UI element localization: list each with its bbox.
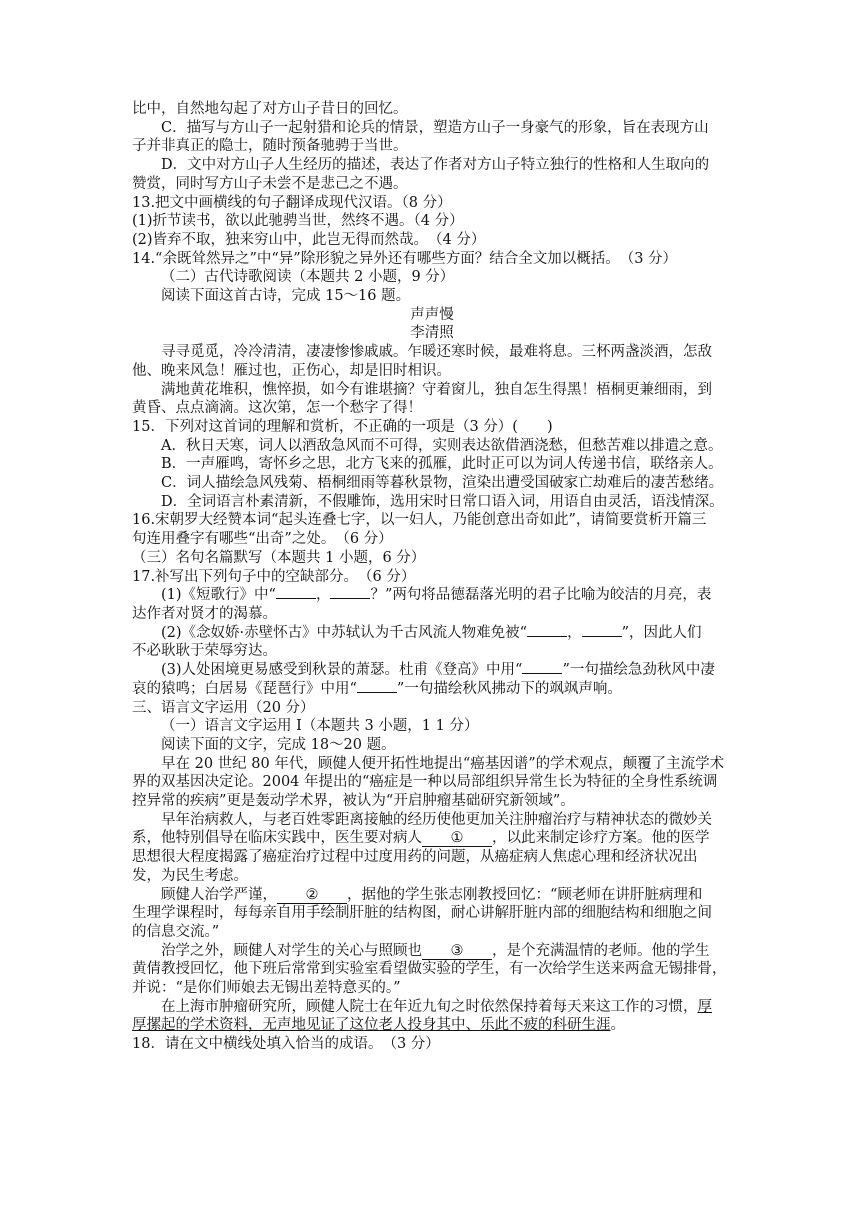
passage-line: 界的双基因决定论。2004 年提出的“癌症是一种以局部组织异常生长为特征的全身性系统调 — [132, 774, 718, 791]
poem-line: 他、晚来风急！雁过也，正伤心，却是旧时相识。 — [132, 362, 451, 379]
passage-line: 早年治病救人，与老百姓零距离接触的经历使他更加关注肿瘤治疗与精神状态的微妙关 — [161, 811, 712, 828]
blank-2[interactable]: ② — [277, 887, 347, 904]
text-line: 达作者对贤才的渴慕。 — [132, 605, 277, 622]
blank-3[interactable]: ③ — [422, 943, 492, 960]
part-heading: 三、语言文字运用（20 分） — [132, 699, 315, 716]
passage-line: 黄倩教授回忆，他下班后常常到实验室看望做实验的学生，有一次给学生送来两盒无锡排骨， — [132, 961, 727, 978]
blank-1[interactable]: ① — [422, 830, 492, 847]
passage-line: 生理学课程时，每每亲自用手绘制肝脏的结构图，耐心讲解肝脏内部的细胞结构和细胞之间 — [132, 905, 712, 922]
question-18: 18．请在文中横线处填入恰当的成语。 （3 分） — [132, 1036, 440, 1053]
passage-line: 控异常的疾病”更是轰动学术界，被认为“开启肿瘤基础研究新领域”。 — [132, 793, 575, 810]
question-17-2: (2)《念奴娇·赤壁怀古》中苏轼认为千古风流人物难免被“ ， ”，因此人们 — [161, 624, 702, 641]
passage-line: 并说：“是你们师娘去无锡出差特意买的。” — [132, 980, 401, 997]
section-heading: （一）语言文字运用 I（本题共 3 小题，1 1 分） — [161, 718, 479, 735]
answer-blank[interactable] — [582, 636, 622, 637]
passage-line: 治学之外，顾健人对学生的关心与照顾也 ③ ，是个充满温情的老师。他的学生 — [161, 942, 710, 959]
option-c: C．词人描绘急风残菊、梧桐细雨等暮秋景物，渲染出遭受国破家亡劫难后的凄苦愁绪。 — [161, 475, 724, 492]
text-line: 比中，自然地勾起了对方山子昔日的回忆。 — [132, 101, 408, 117]
option-c: C．描写与方山子一起射猎和论兵的情景，塑造方山子一身豪气的形象，旨在表现方山 — [161, 119, 709, 136]
text-line: 赞赏，同时写方山子未尝不是悲己之不遇。 — [132, 175, 408, 192]
passage-line: 在上海市肿瘤研究所，顾健人院士在年近九旬之时依然保持着每天来这工作的习惯，厚 — [161, 998, 712, 1015]
answer-blank[interactable] — [527, 636, 567, 637]
poem-title: 声声慢 — [410, 306, 454, 323]
passage-line: 早在 20 世纪 80 年代，顾健人便开拓性地提出“癌基因谱”的学术观点，颠覆了主流学术 — [161, 755, 725, 772]
underlined-sentence: 厚摞起的学术资料，无声地见证了这位老人投身其中、乐此不疲的科研生涯 — [132, 1017, 611, 1034]
instruction: 阅读下面的文字，完成 18～20 题。 — [161, 736, 396, 753]
passage-line: 发，为民生考虑。 — [132, 867, 248, 884]
poem-author: 李清照 — [410, 325, 454, 342]
option-a: A．秋日天寒，词人以酒敌急风而不可得，实则表达欲借酒浇愁，但愁苦难以排遣之意。 — [161, 437, 723, 454]
answer-blank[interactable] — [357, 692, 397, 693]
section-heading: （二）古代诗歌阅读（本题共 2 小题，9 分） — [161, 269, 455, 286]
passage-line: 顾健人治学严谨， ② ，据他的学生张志刚教授回忆：“顾老师在讲肝脏病理和 — [161, 886, 703, 903]
text-line: 句连用叠字有哪些“出奇”之处。 （6 分） — [132, 531, 393, 548]
poem-line: 寻寻觅觅，冷冷清清，凄凄惨惨戚戚。乍暖还寒时候，最难将息。三杯两盏淡酒，怎敌 — [161, 344, 712, 361]
passage-line: 系，他特别倡导在临床实践中，医生要对病人 ① ，以此来制定诊疗方案。他的医学 — [132, 830, 710, 847]
exam-page — [132, 100, 732, 1054]
question-13: 13.把文中画横线的句子翻译成现代汉语。（8 分） — [132, 194, 452, 211]
answer-blank[interactable] — [330, 598, 370, 599]
question-13-1: (1)折节读书，欲以此驰骋当世，然终不遇。（4 分） — [132, 213, 464, 230]
question-14: 14.“余既耸然异之”中“异”除形貌之异外还有哪些方面？结合全文加以概括。 （3 分） — [132, 250, 678, 267]
text-line: 子并非真正的隐士，随时预备驰骋于当世。 — [132, 138, 408, 155]
answer-blank[interactable] — [276, 598, 316, 599]
poem-line: 满地黄花堆积，憔悴损，如今有谁堪摘？守着窗儿，独自怎生得黑！梧桐更兼细雨，到 — [161, 381, 712, 398]
option-d: D．文中对方山子人生经历的描述，表达了作者对方山子特立独行的性格和人生取向的 — [161, 157, 710, 174]
passage-line: 厚摞起的学术资料，无声地见证了这位老人投身其中、乐此不疲的科研生涯。 — [132, 1017, 625, 1034]
poem-line: 黄昏、点点滴滴。这次第，怎一个愁字了得！ — [132, 400, 422, 417]
option-b: B．一声雁鸣，寄怀乡之思，北方飞来的孤雁，此时正可以为词人传递书信，联络亲人。 — [161, 456, 723, 473]
underlined-sentence: 厚 — [697, 998, 712, 1015]
passage-line: 的信息交流。” — [132, 923, 220, 940]
question-17: 17.补写出下列句子中的空缺部分。 （6 分） — [132, 568, 416, 585]
answer-blank[interactable] — [522, 673, 562, 674]
question-17-1: (1)《短歌行》中“ ， ？”两句将品德磊落光明的君子比喻为皎洁的月亮，表 — [161, 587, 712, 604]
question-15: 15．下列对这首词的理解和赏析，不正确的一项是（3 分）( ) — [132, 418, 553, 435]
option-d: D．全词语言朴素清新，不假雕饰，选用宋时日常口语入词，用语自由灵活，语浅情深。 — [161, 493, 724, 510]
question-13-2: (2)皆弃不取，独来穷山中，此岂无得而然哉。 （4 分） — [132, 231, 486, 248]
question-17-3: (3)人处困境更易感受到秋景的萧瑟。杜甫《登高》中用“ ”一句描绘急劲秋风中凄 — [161, 662, 715, 679]
text-line: 哀的猿鸣；白居易《琵琶行》中用“ ”一句描绘秋风拂动下的飒飒声响。 — [132, 680, 622, 697]
section-heading: （三）名句名篇默写（本题共 1 小题，6 分） — [132, 549, 426, 566]
passage-line: 思想很大程度揭露了癌症治疗过程中过度用药的问题，从癌症病人焦虑心理和经济状况出 — [132, 849, 698, 866]
instruction: 阅读下面这首古诗，完成 15～16 题。 — [161, 288, 411, 305]
question-16: 16.宋朝罗大经赞本词“起头连叠七字，以一妇人，乃能创意出奇如此”，请简要赏析开篇三 — [132, 512, 707, 529]
text-line: 不必耿耿于荣辱穷达。 — [132, 643, 277, 660]
